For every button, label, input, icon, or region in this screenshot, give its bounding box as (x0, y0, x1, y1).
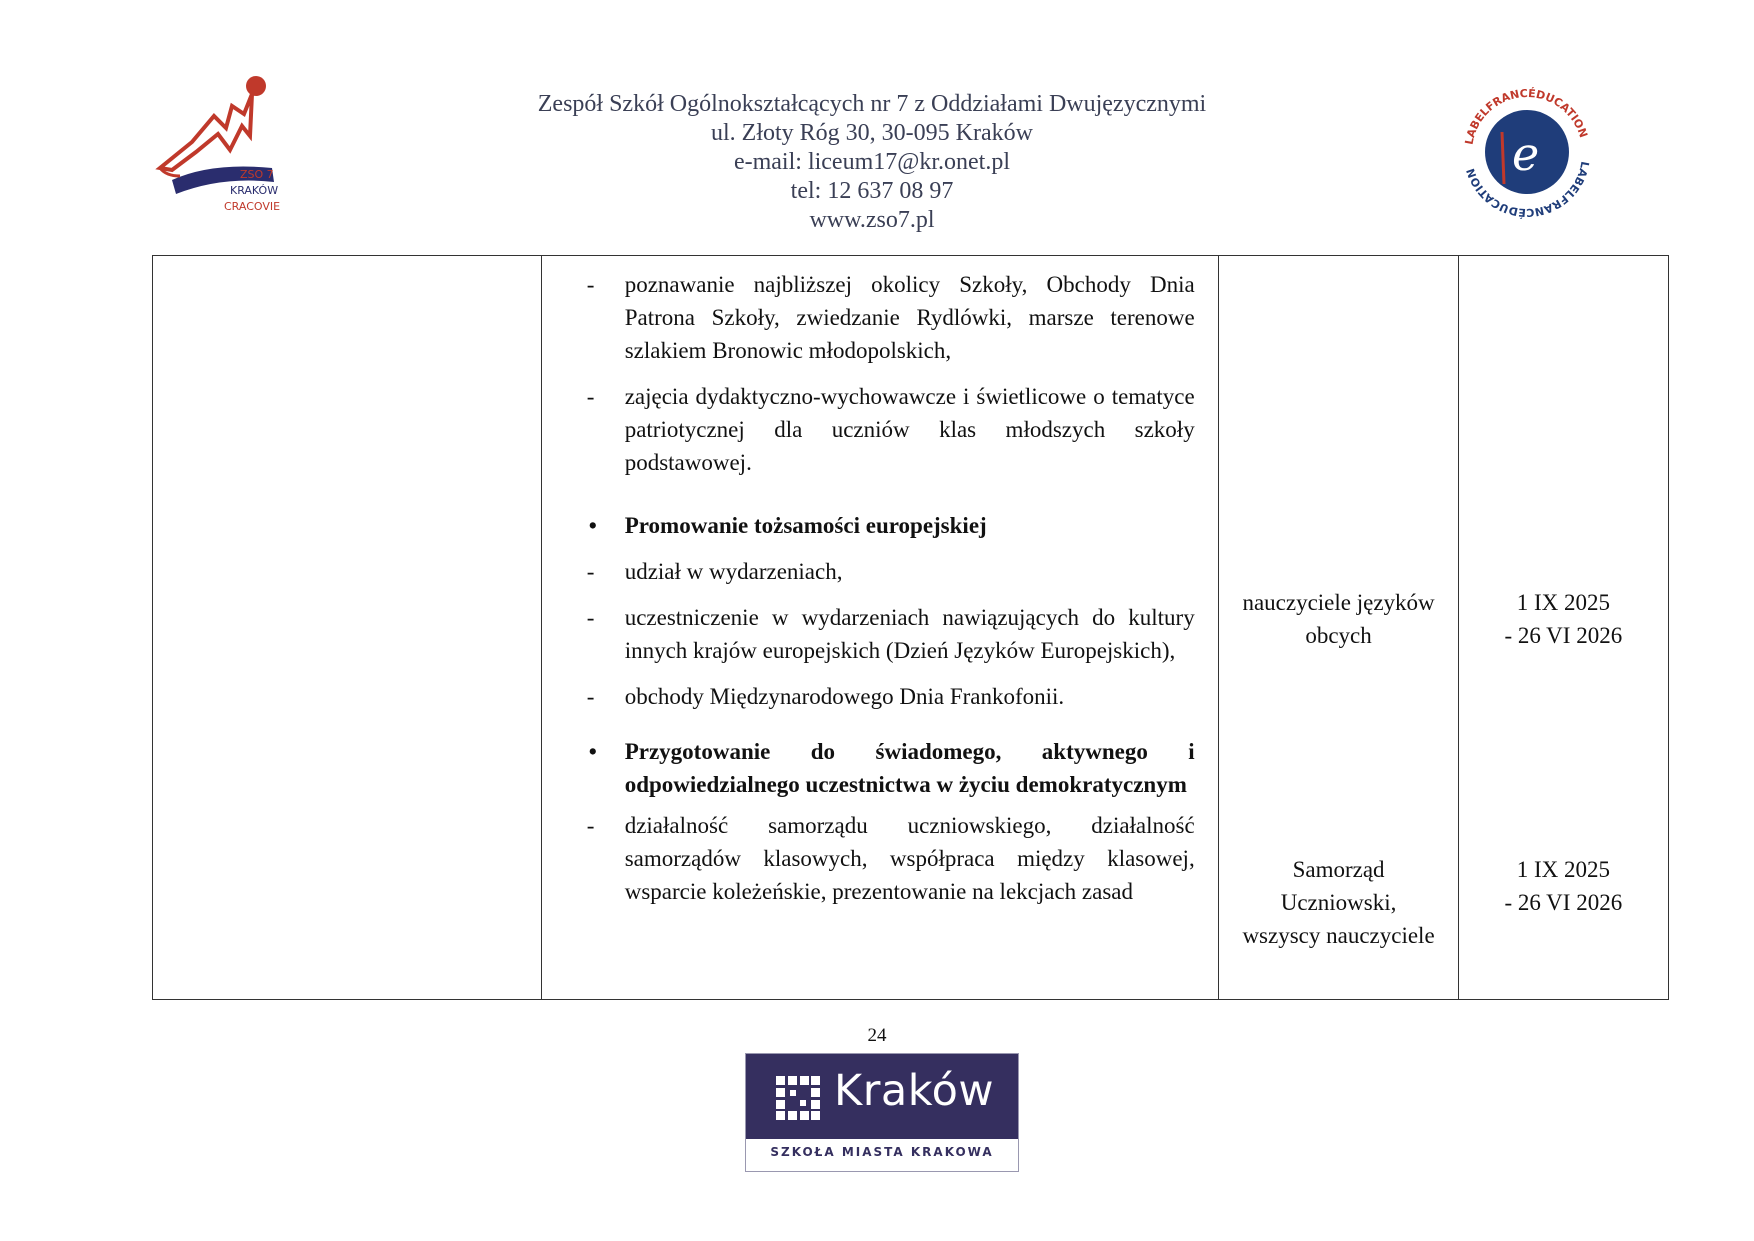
section-heading (587, 509, 1195, 542)
program-table (152, 255, 1669, 1000)
krakow-logo (745, 1053, 1019, 1172)
school-info (472, 90, 1272, 235)
date-block (1459, 586, 1668, 652)
logo-left-line2: KRAKÓW (230, 184, 279, 197)
svg-text:e: e (1512, 127, 1540, 181)
labelfranceducation-logo (1452, 72, 1602, 232)
activities-list (587, 268, 1195, 908)
list-item-text: poznawanie najbliższej okolicy Szkoły, Obchody Dnia Patrona Szkoły, zwiedzanie Rydlówki, marsze terenowe szlakiem Bronowic młodopolskich, (624, 272, 1195, 363)
letterhead (152, 72, 1602, 254)
table-cell-dates (1458, 256, 1668, 1000)
date-block (1459, 853, 1668, 919)
list-item (587, 555, 1195, 588)
bullet-marker: • (588, 513, 597, 538)
list-item (587, 680, 1195, 713)
school-phone: tel: 12 637 08 97 (790, 178, 954, 204)
responsible-block (1219, 586, 1457, 652)
bullet-marker: • (588, 739, 597, 764)
date-line: 1 IX 2025 (1516, 857, 1610, 882)
list-item-text: udział w wydarzeniach, (624, 559, 843, 584)
date-line: - 26 VI 2026 (1504, 890, 1623, 915)
list-item (587, 809, 1195, 908)
logo-left-line1: ZSO 7 (240, 168, 274, 181)
dash-marker: - (586, 684, 595, 709)
dash-marker: - (586, 559, 595, 584)
responsible-line: wszyscy nauczyciele (1242, 923, 1435, 948)
table-cell-responsible (1219, 256, 1458, 1000)
date-line: - 26 VI 2026 (1504, 623, 1623, 648)
section-heading (587, 735, 1195, 801)
logo-right-text-bottom: LABELFRANCÉDUCATION (1464, 160, 1592, 220)
krakow-subtitle: SZKOŁA MIASTA KRAKOWA (770, 1145, 994, 1159)
school-name: Zespół Szkół Ogólnokształcących nr 7 z Oddziałami Dwujęzycznymi (537, 91, 1207, 117)
section-heading-text: Przygotowanie do świadomego, aktywnego i odpowiedzialnego uczestnictwa w życiu demokratycznym (624, 739, 1195, 797)
list-item-text: uczestniczenie w wydarzeniach nawiązujących do kultury innych krajów europejskich (Dzień Języków Europejskich), (624, 605, 1195, 663)
school-website: www.zso7.pl (809, 207, 935, 233)
logo-right-text-top: LABELFRANCÉDUCATION (1462, 86, 1590, 146)
zso7-logo (152, 72, 292, 222)
dash-marker: - (586, 813, 595, 838)
dash-marker: - (586, 384, 595, 409)
list-item-text: działalność samorządu uczniowskiego, działalność samorządów klasowych, współpraca między klasowej, wsparcie koleżeńskie, prezentowanie na lekcjach zasad (624, 813, 1195, 904)
dash-marker: - (586, 605, 595, 630)
krakow-grid-icon (776, 1076, 820, 1120)
responsible-line: obcych (1305, 623, 1372, 648)
table-cell-activities (541, 256, 1219, 1000)
logo-left-line3: CRACOVIE (224, 200, 281, 213)
list-item-text: zajęcia dydaktyczno-wychowawcze i świetlicowe o tematyce patriotycznej dla uczniów klas młodszych szkoły podstawowej. (624, 384, 1195, 475)
list-item (587, 268, 1195, 367)
krakow-logo-band (746, 1054, 1018, 1139)
list-item-text: obchody Międzynarodowego Dnia Frankofonii. (624, 684, 1065, 709)
date-line: 1 IX 2025 (1516, 590, 1610, 615)
responsible-block (1219, 853, 1457, 952)
table-cell-empty (153, 256, 542, 1000)
responsible-line: Uczniowski, (1280, 890, 1397, 915)
section-heading-text: Promowanie tożsamości europejskiej (624, 513, 987, 538)
school-email: e-mail: liceum17@kr.onet.pl (733, 149, 1011, 175)
list-item (587, 601, 1195, 667)
school-address: ul. Złoty Róg 30, 30-095 Kraków (711, 120, 1033, 146)
responsible-line: nauczyciele języków (1242, 590, 1435, 615)
responsible-line: Samorząd (1292, 857, 1385, 882)
page-number: 24 (867, 1025, 887, 1046)
krakow-wordmark: Kraków (834, 1066, 995, 1116)
list-item (587, 380, 1195, 479)
dash-marker: - (586, 272, 595, 297)
